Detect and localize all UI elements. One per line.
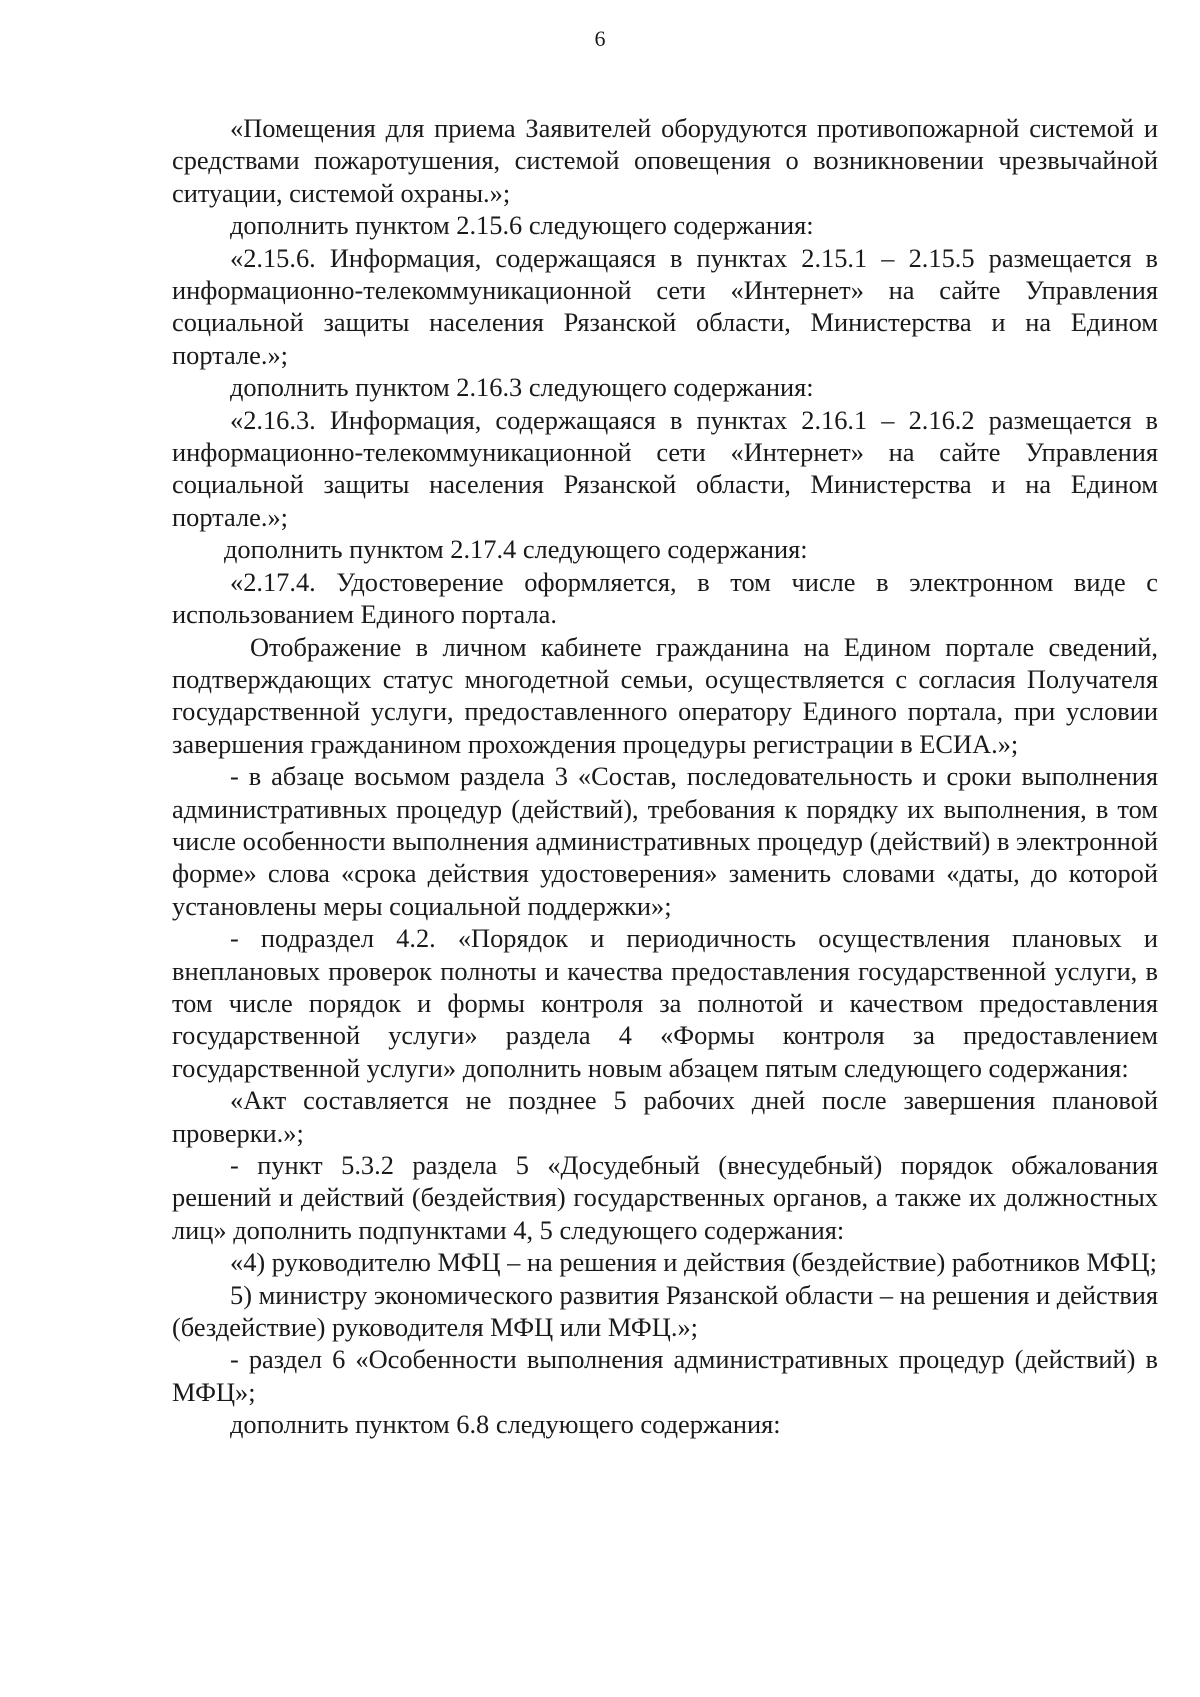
paragraph-add-2-17-4: дополнить пунктом 2.17.4 следующего содержания: <box>224 534 808 565</box>
paragraph-2-17-4-text: «2.17.4. Удостоверение оформляется, в том числе в электронном виде с использованием Единого портала. <box>172 566 1158 630</box>
paragraph-personal-account-display: Отображение в личном кабинете гражданина на Едином портале сведений, подтверждающих статус многодетной семьи, осуществляется с согласия Получателя государственной услуги, предоставленного оператору Единого портала, при условии завершения гражданином прохождения процедуры регистрации в ЕСИА.»; <box>172 631 1158 759</box>
paragraph-2-15-6-text: «2.15.6. Информация, содержащаяся в пунктах 2.15.1 – 2.15.5 размещается в информационно-телекоммуникационной сети «Интернет» на сайте Управления социальной защиты населения Рязанской области, Министерства и на Едином портале.»; <box>172 242 1158 370</box>
paragraph-add-6-8: дополнить пунктом 6.8 следующего содержания: <box>230 1409 781 1440</box>
paragraph-add-2-15-6: дополнить пунктом 2.15.6 следующего содержания: <box>230 210 814 241</box>
paragraph-clause-5-3-2-amendment: - пункт 5.3.2 раздела 5 «Досудебный (внесудебный) порядок обжалования решений и действий (бездействия) государственных органов, а также их должностных лиц» дополнить подпунктами 4, 5 следующего содержания: <box>172 1150 1158 1245</box>
paragraph-premises-equipment: «Помещения для приема Заявителей оборудуются противопожарной системой и средствами пожаротушения, системой оповещения о возникновении чрезвычайной ситуации, системой охраны.»; <box>172 113 1158 208</box>
page-number: 6 <box>594 26 606 51</box>
paragraph-add-2-16-3: дополнить пунктом 2.16.3 следующего содержания: <box>230 372 814 403</box>
document-body <box>172 112 1158 1441</box>
paragraph-2-16-3-text: «2.16.3. Информация, содержащаяся в пунктах 2.16.1 – 2.16.2 размещается в информационно-телекоммуникационной сети «Интернет» на сайте Управления социальной защиты населения Рязанской области, Министерства и на Едином портале.»; <box>172 404 1158 532</box>
paragraph-act-deadline: «Акт составляется не позднее 5 рабочих дней после завершения плановой проверки.»; <box>172 1085 1158 1148</box>
paragraph-section-3-amendment: - в абзаце восьмом раздела 3 «Состав, последовательность и сроки выполнения административных процедур (действий), требования к порядку их выполнения, в том числе особенности выполнения административных процедур (действий) в электронной форме» слова «срока действия удостоверения» заменить словами «даты, до которой установлены меры социальной поддержки»; <box>172 761 1159 921</box>
paragraph-subclause-5: 5) министру экономического развития Рязанской области – на решения и действия (бездействие) руководителя МФЦ или МФЦ.»; <box>172 1279 1158 1343</box>
paragraph-subclause-4: «4) руководителю МФЦ – на решения и действия (бездействие) работников МФЦ; <box>230 1247 1157 1278</box>
paragraph-section-6-amendment: - раздел 6 «Особенности выполнения административных процедур (действий) в МФЦ»; <box>172 1344 1158 1407</box>
paragraph-subsection-4-2-amendment: - подраздел 4.2. «Порядок и периодичность осуществления плановых и внеплановых проверок полноты и качества предоставления государственной услуги, в том числе порядок и формы контроля за полнотой и качеством предоставления государственной услуги» раздела 4 «Формы контроля за предоставлением государственной услуги» дополнить новым абзацем пятым следующего содержания: <box>172 923 1158 1083</box>
